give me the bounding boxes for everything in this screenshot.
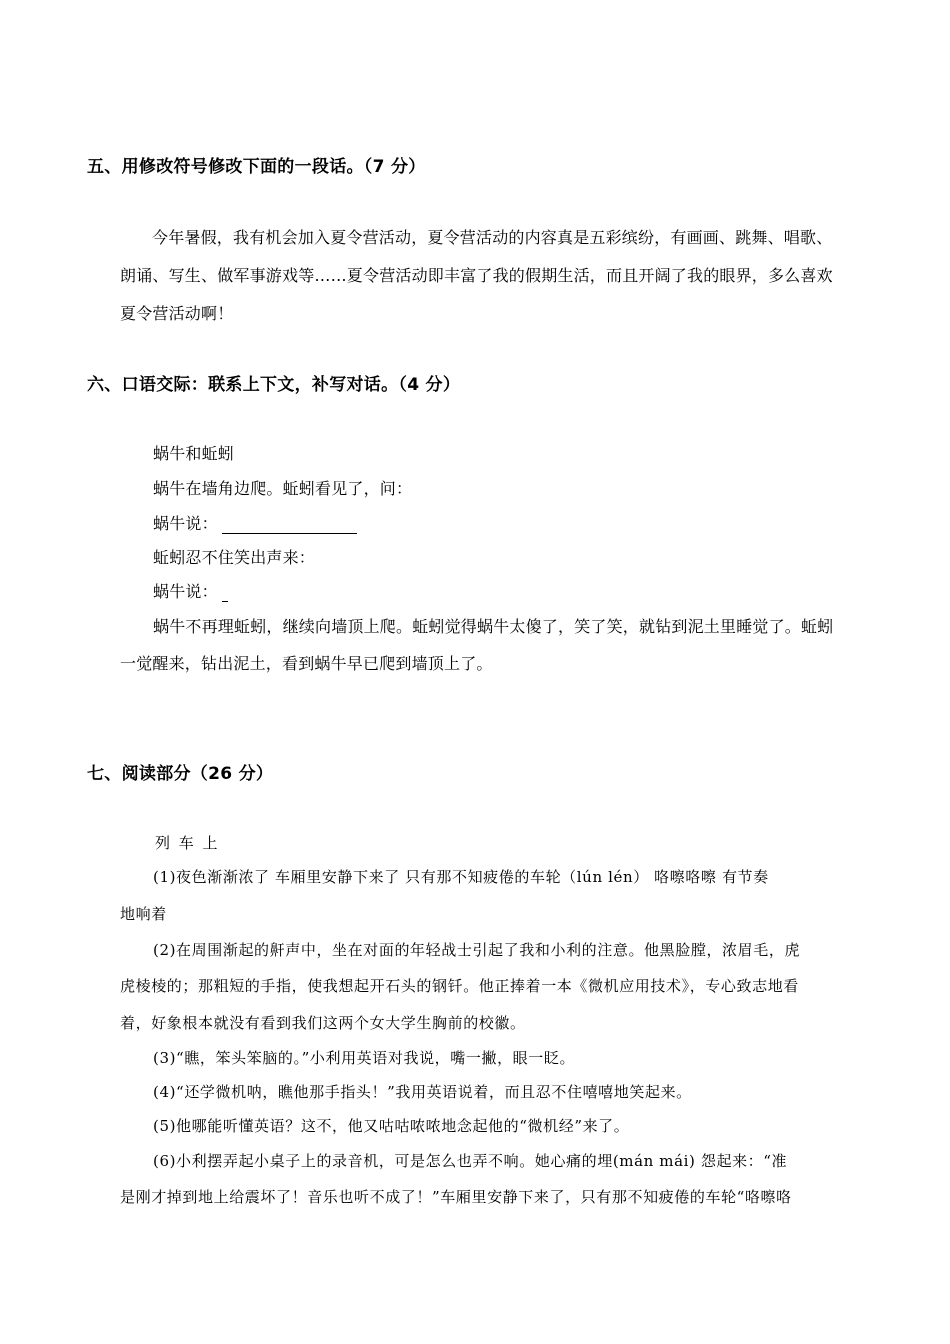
story-line-8: (5)他哪能听懂英语？这不，他又咕咕哝哝地念起他的“微机经”来了。 (153, 1117, 630, 1135)
story-line-4: 虎棱棱的；那粗短的手指，使我想起开石头的钢钎。他正捧着一本《微机应用技术》，专心致志地看 (120, 977, 799, 995)
dialogue-para-line-1: 蜗牛不再理蚯蚓，继续向墙顶上爬。蚯蚓觉得蜗牛太傻了，笑了笑，就钻到泥土里睡觉了。蚯蚓 (153, 617, 834, 636)
story-line-7: (4)“还学微机呐，瞧他那手指头！”我用英语说着，而且忍不住嘻嘻地笑起来。 (153, 1083, 692, 1101)
story-line-2: 地响着 (120, 905, 167, 923)
section5-line-1: 今年暑假，我有机会加入夏令营活动，夏令营活动的内容真是五彩缤纷，有画画、跳舞、唱歌、 (152, 228, 833, 247)
story-line-1: (1)夜色渐渐浓了 车厢里安静下来了 只有那不知疲倦的车轮（lún lén） 咯嚓咯嚓 有节奏 (153, 868, 769, 886)
dialogue-line-4 (153, 579, 228, 602)
section7-heading: 七、阅读部分（26 分） (87, 764, 274, 784)
dialogue-para-line-2: 一觉醒来，钻出泥土，看到蜗牛早已爬到墙顶上了。 (120, 654, 493, 673)
story-line-10: 是刚才掉到地上给震坏了！音乐也听不成了！”车厢里安静下来了，只有那不知疲倦的车轮“咯嚓咯 (120, 1188, 792, 1206)
dialogue-line-3: 蚯蚓忍不住笑出声来： (153, 548, 316, 567)
story-line-3: (2)在周围渐起的鼾声中，坐在对面的年轻战士引起了我和小利的注意。他黑脸膛，浓眉毛，虎 (153, 941, 801, 959)
story-line-9: (6)小利摆弄起小桌子上的录音机，可是怎么也弄不响。她心痛的埋(mán mái) 怨起来：“准 (153, 1152, 788, 1170)
section6-heading: 六、口语交际：联系上下文，补写对话。（4 分） (87, 375, 461, 395)
dialogue-title: 蜗牛和蚯蚓 (153, 444, 235, 463)
section5-heading: 五、用修改符号修改下面的一段话。（7 分） (87, 157, 426, 177)
snail-says-label-2: 蜗牛说： (153, 582, 218, 601)
dialogue-line-2 (153, 511, 357, 534)
dialogue-line-1: 蜗牛在墙角边爬。蚯蚓看见了，问： (153, 479, 413, 498)
story-line-6: (3)“瞧，笨头笨脑的。”小利用英语对我说，嘴一撇，眼一眨。 (153, 1049, 576, 1067)
answer-blank-1[interactable] (222, 517, 357, 534)
story-line-5: 着，好象根本就没有看到我们这两个女大学生胸前的校徽。 (120, 1014, 526, 1032)
section5-line-3: 夏令营活动啊！ (120, 304, 234, 323)
story-title: 列 车 上 (155, 834, 220, 852)
answer-blank-2[interactable] (222, 585, 228, 602)
snail-says-label: 蜗牛说： (153, 514, 218, 533)
section5-line-2: 朗诵、写生、做军事游戏等……夏令营活动即丰富了我的假期生活，而且开阔了我的眼界，多么喜欢 (120, 266, 833, 285)
